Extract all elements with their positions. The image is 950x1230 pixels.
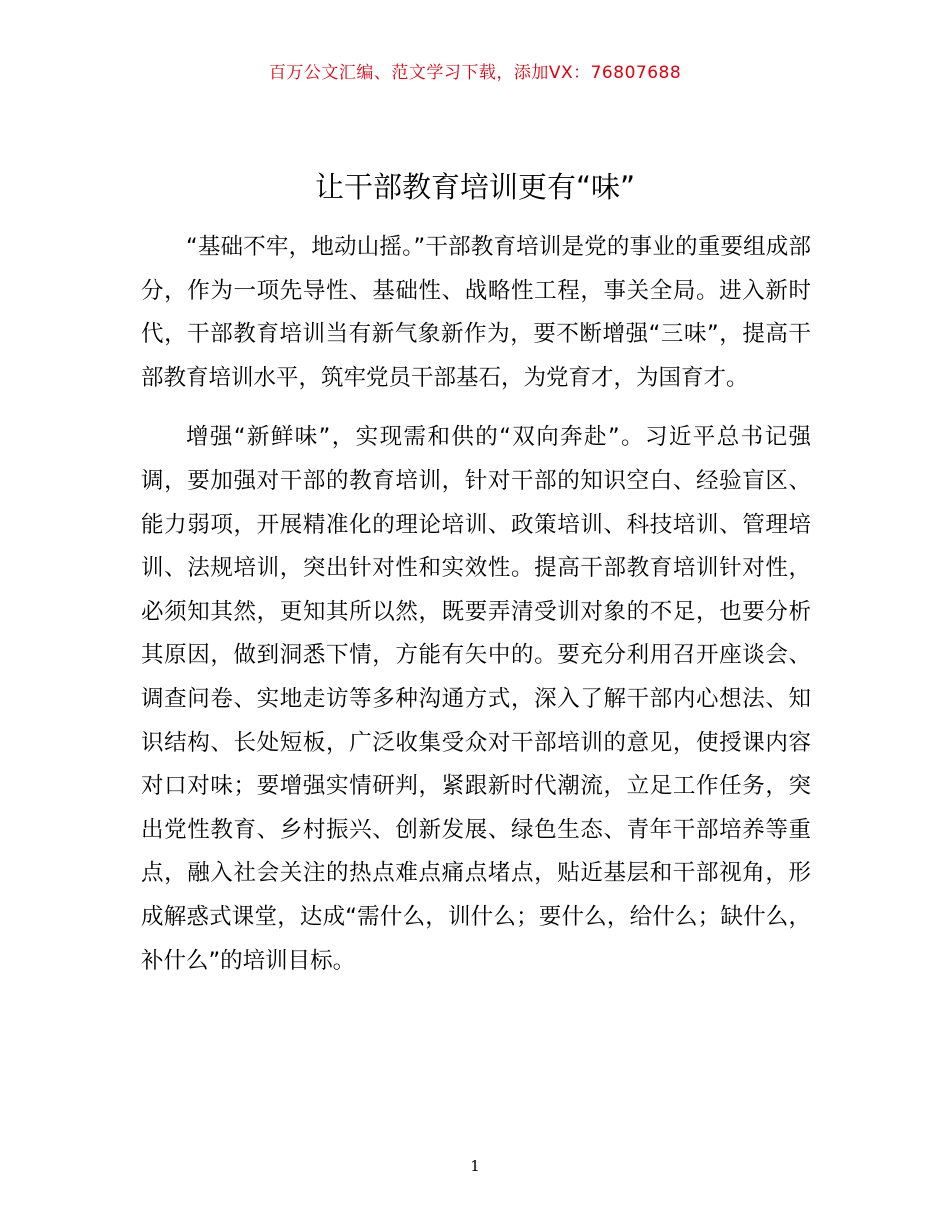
paragraph-intro: “基础不牢，地动山摇。”干部教育培训是党的事业的重要组成部分，作为一项先导性、基础性、战略性工程，事关全局。进入新时代，干部教育培训当有新气象新作为，要不断增强“三味”，提高干部教育培训水平，筑牢党员干部基石，为党育才，为国育才。 (141, 234, 811, 391)
page-number: 1 (470, 1157, 480, 1175)
document-title: 让干部教育培训更有“味” (314, 170, 636, 204)
paragraph-freshness: 增强“新鲜味”，实现需和供的“双向奔赴”。习近平总书记强调，要加强对干部的教育培训，针对干部的知识空白、经验盲区、能力弱项，开展精准化的理论培训、政策培训、科技培训、管理培训、法规培训，突出针对性和实效性。提高干部教育培训针对性，必须知其然，更知其所以然，既要弄清受训对象的不足，也要分析其原因，做到洞悉下情，方能有矢中的。要充分利用召开座谈会、调查问卷、实地走访等多种沟通方式，深入了解干部内心想法、知识结构、长处短板，广泛收集受众对干部培训的意见，使授课内容对口对味；要增强实情研判，紧跟新时代潮流，立足工作任务，突出党性教育、乡村振兴、创新发展、绿色生态、青年干部培养等重点，融入社会关注的热点难点痛点堵点，贴近基层和干部视角，形成解惑式课堂，达成“需什么，训什么；要什么，给什么；缺什么，补什么”的培训目标。 (141, 424, 811, 974)
document-body (141, 226, 811, 983)
header-watermark-text: 百万公文汇编、范文学习下载，添加VX：76807688 (268, 63, 682, 83)
